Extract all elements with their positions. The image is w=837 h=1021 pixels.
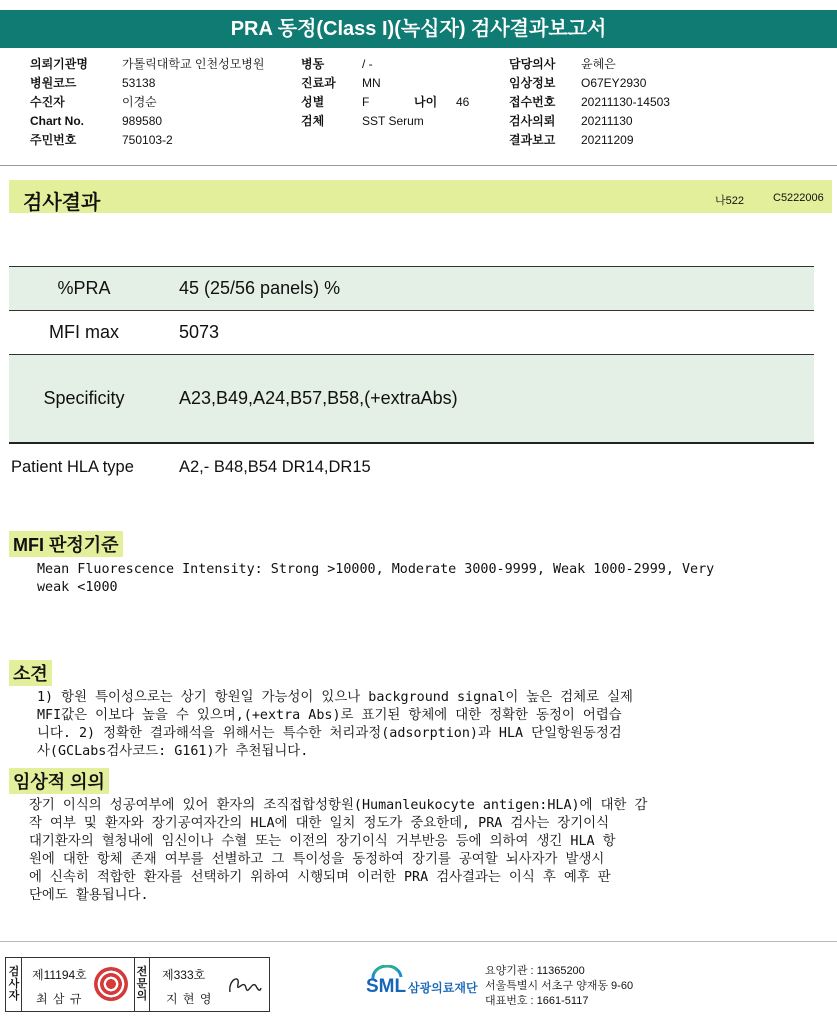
examiner-label: 검사자 <box>8 966 20 1002</box>
info-value: MN <box>362 76 381 90</box>
info-value: O67EY2930 <box>581 76 647 90</box>
examiner-license: 제11194호 <box>32 968 87 982</box>
row-label: MFI max <box>49 322 119 342</box>
info-value: 20211130 <box>581 114 633 128</box>
table-row <box>9 267 814 310</box>
table-row <box>9 444 814 489</box>
info-key: 의뢰기관명 <box>30 57 88 71</box>
findings-line: 사(GCLabs검사코드: G161)가 추천됩니다. <box>37 744 309 759</box>
header-divider <box>0 165 837 166</box>
info-key: 검사의뢰 <box>509 114 556 128</box>
info-key: 병원코드 <box>30 76 77 90</box>
row-value: 45 (25/56 panels) % <box>179 278 341 298</box>
row-value: A2,- B48,B54 DR14,DR15 <box>179 458 371 476</box>
table-row <box>9 355 814 442</box>
specialist-license: 제333호 <box>162 968 206 982</box>
report-title: PRA 동정(Class I)(녹십자) 검사결과보고서 <box>0 10 837 48</box>
mfi-line-2: weak <1000 <box>37 580 118 595</box>
info-value: 20211209 <box>581 133 634 147</box>
info-value: 750103-2 <box>122 133 173 147</box>
clinical-line: 원에 대한 항체 존재 여부를 선별하고 그 특이성을 동정하여 장기를 공여할 뇌사자가 발생시 <box>29 852 605 867</box>
results-code-2: C5222006 <box>773 192 824 204</box>
info-value: / - <box>362 57 373 71</box>
findings-line: MFI값은 이보다 높을 수 있으며,(+extra Abs)로 표기된 항체에 대한 정확한 동정이 어렵습 <box>37 708 622 723</box>
signature <box>226 970 262 1000</box>
row-label: Specificity <box>43 388 125 408</box>
box-divider <box>21 958 22 1011</box>
info-key: 성별 <box>301 95 325 109</box>
address-line: 서울특별시 서초구 양재동 9-60 <box>485 980 634 992</box>
mfi-heading: MFI 판정기준 <box>9 531 123 557</box>
age-key: 나이 <box>414 95 438 109</box>
info-key: 주민번호 <box>30 133 77 147</box>
info-value: 20211130-14503 <box>581 95 670 109</box>
info-value: 53138 <box>122 76 156 90</box>
row-value: A23,B49,A24,B57,B58,(+extraAbs) <box>179 388 458 408</box>
results-code-1: 나522 <box>715 195 744 207</box>
clinical-line: 장기 이식의 성공여부에 있어 환자의 조직접합성항원(Humanleukocyte antigen:HLA)에 대한 감 <box>29 798 648 813</box>
results-title: 검사결과 <box>23 192 101 214</box>
info-col-1 <box>30 55 264 150</box>
sml-logo-text: SML <box>366 976 407 997</box>
findings-line: 니다. 2) 정확한 결과해석을 위해서는 특수한 처리과정(adsorption)과 HLA 단일항원동정검 <box>37 726 622 741</box>
info-key: 진료과 <box>301 76 336 90</box>
clinical-line: 단에도 활용됩니다. <box>29 888 149 903</box>
info-value: 윤혜은 <box>581 57 616 71</box>
info-value: SST Serum <box>362 114 424 128</box>
info-key: 담당의사 <box>509 57 556 71</box>
info-col-2 <box>301 55 469 131</box>
row-label: %PRA <box>57 278 111 298</box>
info-key: 수진자 <box>30 95 65 109</box>
age-value: 46 <box>456 95 470 109</box>
info-key: Chart No. <box>30 114 84 128</box>
info-key: 검체 <box>301 114 325 128</box>
clinical-line: 작 여부 및 환자와 장기공여자간의 HLA에 대한 일치 정도가 중요한데, PRA 검사는 장기이식 <box>29 816 610 831</box>
box-divider <box>134 958 135 1011</box>
mfi-line-1: Mean Fluorescence Intensity: Strong >10000, Moderate 3000-9999, Weak 1000-2999, Very <box>37 562 715 577</box>
info-key: 결과보고 <box>509 133 556 147</box>
info-col-3 <box>509 55 670 150</box>
specialist-name: 지 현 영 <box>166 992 213 1006</box>
clinical-line: 대기환자의 혈청내에 임신이나 수혈 또는 이전의 장기이식 거부반응 등에 의하여 생긴 HLA 항 <box>29 834 616 849</box>
table-row <box>9 311 814 354</box>
info-key: 병동 <box>301 57 325 71</box>
results-header <box>9 180 832 213</box>
info-value: 989580 <box>122 114 163 128</box>
clinical-heading: 임상적 의의 <box>9 768 109 794</box>
findings-heading: 소견 <box>9 660 52 686</box>
footer-divider <box>0 941 837 942</box>
address-line: 대표번호 : 1661-5117 <box>485 995 589 1007</box>
info-key: 접수번호 <box>509 95 556 109</box>
info-key: 임상정보 <box>509 76 556 90</box>
clinical-line: 에 신속히 적합한 환자를 선택하기 위하여 시행되며 이러한 PRA 검사결과는 이식 후 예후 판 <box>29 870 611 885</box>
row-value: 5073 <box>179 322 220 342</box>
info-value: 가톨릭대학교 인천성모병원 <box>122 57 265 71</box>
seal-stamp <box>94 967 128 1001</box>
examiner-name: 최 삼 규 <box>36 992 83 1006</box>
row-label: Patient HLA type <box>11 458 134 476</box>
box-divider <box>149 958 150 1011</box>
org-name: 삼광의료재단 <box>408 981 478 995</box>
findings-line: 1) 항원 특이성으로는 상기 항원일 가능성이 있으나 background signal이 높은 검체로 실제 <box>37 690 633 705</box>
address-line: 요양기관 : 11365200 <box>485 965 585 977</box>
specialist-label: 전문의 <box>136 966 148 1002</box>
signature-box <box>5 957 270 1012</box>
info-value: 이경순 <box>122 95 157 109</box>
info-value: F <box>362 95 370 109</box>
